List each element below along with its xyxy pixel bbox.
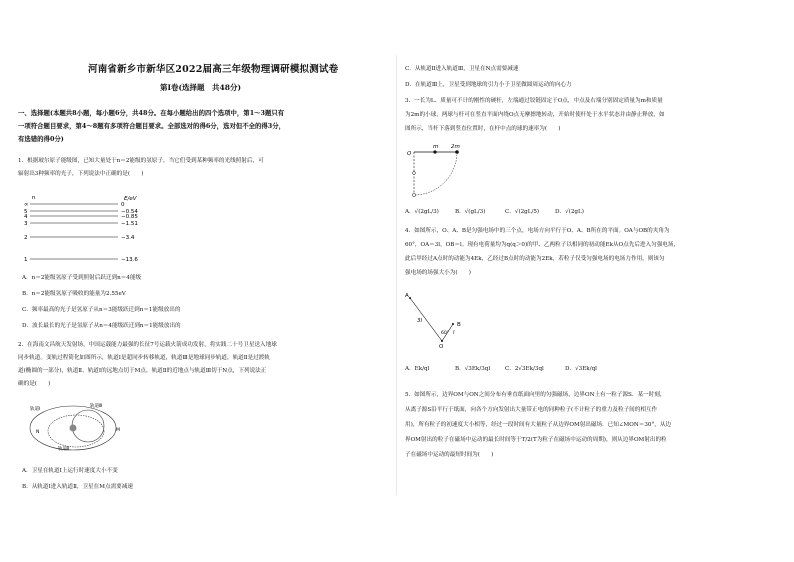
- q4-option-c-letter: C．: [505, 366, 515, 372]
- level-e-2: −3.4: [121, 235, 135, 241]
- section1-line3: 有选错的得0分): [18, 135, 64, 143]
- orbit-1-label: 轨道Ⅰ: [30, 407, 41, 412]
- level-e-3: −1.51: [121, 221, 138, 227]
- q4-option-c-value: 2√3Ek/3ql: [514, 366, 544, 372]
- q3-option-d-letter: D．: [555, 209, 566, 215]
- orbit-2-label: 轨道Ⅱ: [58, 447, 70, 452]
- field-a-label: A: [405, 293, 409, 299]
- orbit-m-label: M: [116, 428, 120, 433]
- level-n-1: 1: [24, 257, 28, 263]
- q3-option-b-value: √(gL/3): [464, 209, 486, 215]
- energy-level-diagram: [22, 193, 152, 265]
- q2-stem-line1: 2．在海南文昌航天发射场，中国运载能力最强的长征7号运载火箭成功发射，将实践二十号卫星送入地球: [18, 342, 277, 348]
- q4-option-d: [565, 366, 597, 373]
- q5-stem-line5: 子在磁场中运动的最短时间为( ): [405, 452, 494, 458]
- q4-option-a: [405, 366, 429, 373]
- q4-stem-line3: 此后甲经过A点时的动能为4Ek，乙经过B点时的动能为2Ek，若粒子仅受匀强电场的电场力作用，则该匀: [405, 256, 665, 262]
- column-divider: [396, 55, 397, 495]
- q4-option-d-value: √3Ek/ql: [575, 366, 597, 372]
- field-l-label: l: [453, 330, 455, 336]
- q3-option-a: [405, 209, 439, 216]
- q2-option-b: B．从轨道Ⅰ进入轨道Ⅱ，卫星在M点需要减速: [22, 484, 133, 490]
- q3-option-c: [505, 209, 539, 216]
- q1-option-d: D．波长最长的光子是氢原子从n＝4能级跃迁到n＝1能级放出的: [22, 323, 181, 329]
- q4-stem-line4: 强电场的场强大小为( ): [405, 270, 471, 276]
- level-e-5: −0.54: [121, 209, 138, 215]
- ball-m-vertical: [413, 172, 416, 175]
- q1-stem-line2: 辐射出3种频率的光子，下列说法中正确的是( ): [18, 171, 144, 177]
- q2-option-c: C．从轨道Ⅱ进入轨道Ⅲ，卫星在N点需要减速: [405, 66, 519, 72]
- orbit-3-label: 轨道Ⅲ: [90, 404, 103, 409]
- field-b-label: B: [457, 322, 461, 328]
- q4-option-b: [455, 366, 490, 373]
- axis-n-label: n: [32, 195, 36, 201]
- orbit-2: [48, 415, 104, 447]
- q4-option-a-value: Ek/ql: [414, 366, 430, 372]
- q5-stem-line1: 5．如图所示，边界OM与ON之间分布有垂直纸面向里的匀强磁场，边界ON上有一粒子源S．某一时刻，: [405, 392, 666, 398]
- q2-stem-line4: 确的是( ): [18, 381, 51, 387]
- field-diagram: [405, 288, 465, 350]
- q4-stem-line2: 60°，OA＝3l，OB＝l。现有电荷量均为q(q＞0)的甲、乙两粒子以相同的初动能Ek从O点先后进入匀强电场，: [405, 242, 680, 248]
- q1-option-a: A．n＝2能级氢原子受到照射后跃迁到n＝4能级: [22, 275, 142, 281]
- q4-option-d-letter: D．: [565, 366, 576, 372]
- section1-line2: 一项符合题目要求，第4～8题有多项符合题目要求。全部选对的得6分，选对但不全的得3分，: [18, 122, 286, 130]
- rod-2m-label: 2m: [451, 144, 460, 150]
- level-e-1: −13.6: [121, 257, 138, 263]
- section1-line1: 一、选择题(本题共8小题，每小题6分，共48分。在每小题给出的四个选项中，第1～3题只有: [18, 109, 285, 117]
- q3-option-c-letter: C．: [505, 209, 515, 215]
- earth-dot: [70, 425, 77, 432]
- q4-option-b-value: √3Ek/3ql: [464, 366, 491, 372]
- field-angle-label: 60°: [441, 331, 449, 336]
- level-n-2: 2: [24, 235, 28, 241]
- level-e-inf: 0: [121, 202, 125, 208]
- q3-option-b-letter: B．: [455, 209, 465, 215]
- q2-option-d: D．在轨道Ⅲ上，卫星受到地球的引力小于卫星做圆周运动的向心力: [405, 82, 572, 88]
- q2-stem-line3: 道(椭圆的一部分)，轨道Ⅱ、轨道Ⅰ的远地点切于M点，轨道Ⅱ的近地点与轨道Ⅲ切于N点，下列说法正: [18, 368, 267, 374]
- orbit-diagram: [28, 398, 128, 454]
- q3-stem-line3: 图所示，当杆下落到竖直位置时，在杆中点的球的速率为( ): [405, 126, 561, 132]
- rod-arc: [414, 152, 457, 195]
- q4-option-b-letter: B．: [455, 366, 465, 372]
- q1-option-b: B．n＝2能级氢原子吸收的能量为2.55eV: [22, 291, 126, 297]
- field-o-label: O: [439, 344, 444, 350]
- rod-o-label: O: [407, 151, 412, 157]
- q3-option-d-value: √(2gL): [565, 209, 584, 215]
- level-n-5: 5: [24, 209, 28, 215]
- rod-diagram: [407, 140, 477, 198]
- q4-option-c: [505, 366, 544, 373]
- q3-stem-line2: 为2m的小球，两球与杆可在竖直平面内绕O点无摩擦地转动，开始时使杆处于水平状态并由静止释放，如: [405, 112, 665, 118]
- ball-m: [433, 150, 436, 153]
- level-e-4: −0.85: [121, 214, 138, 220]
- q5-stem-line2: 从离子源S沿平行于纸面，向各个方向发射出大量带正电的同种粒子(不计粒子的重力及粒子间的相互作: [405, 407, 658, 413]
- orbit-n-label: N: [36, 430, 40, 435]
- point-o: [441, 340, 443, 342]
- q2-option-a: A．卫星在轨道Ⅰ上运行时速度大小不变: [22, 468, 118, 474]
- q4-stem-line1: 4．如图所示，O、A、B是匀强电场中的三个点，电场方向平行于O、A、B所在的平面。OA与OB的夹角为: [405, 228, 670, 234]
- axis-e-label: E/eV: [124, 196, 137, 202]
- point-b: [452, 323, 454, 325]
- q3-option-c-value: √(2gL/5): [514, 209, 540, 215]
- level-n-inf: ∞: [24, 202, 29, 208]
- q3-option-a-letter: A．: [405, 209, 415, 215]
- q3-option-b: [455, 209, 485, 216]
- rod-m-label: m: [433, 144, 439, 150]
- q5-stem-line3: 用)，所有粒子的初速度大小相等，经过一段时间有大量粒子从边界OM射出磁场．已知∠MON＝30°，从边: [405, 422, 672, 428]
- point-a: [409, 297, 411, 299]
- field-3l-label: 3l: [417, 318, 423, 324]
- q2-stem-line2: 同步轨道。变轨过程简化如图所示，轨道Ⅰ是超同步转移轨道，轨道Ⅲ是地球同步轨道，轨道Ⅱ是过渡轨: [18, 355, 270, 361]
- segment-oa: [410, 298, 442, 341]
- q4-option-a-letter: A．: [405, 366, 415, 372]
- q1-stem-line1: 1．根据玻尔原子能级图，已知大量处于n＝2能级的氢原子，当它们受到某种频率的光线照射后，可: [18, 158, 264, 164]
- level-n-4: 4: [24, 214, 28, 220]
- level-n-3: 3: [24, 221, 28, 227]
- paper-title: 河南省新乡市新华区2022届高三年级物理调研模拟测试卷: [88, 64, 339, 75]
- q3-stem-line1: 3．一长为L、质量可不计的刚性的硬杆，左端通过铰链固定于O点，中点及右端分别固定质量为m和质量: [405, 98, 663, 104]
- q1-option-c: C．频率最高的光子是氢原子从n＝3能级跃迁到n＝1能级放出的: [22, 307, 181, 313]
- q3-option-a-value: √(2gL/3): [414, 209, 439, 215]
- part-heading: 第Ⅰ卷(选择题 共48分): [160, 83, 242, 92]
- q5-stem-line4: 界OM射出的粒子在磁场中运动的最长时间等于T/2(T为粒子在磁场中运动的周期)，则从边界OM射出的粒: [405, 437, 667, 443]
- q3-option-d: [555, 209, 584, 216]
